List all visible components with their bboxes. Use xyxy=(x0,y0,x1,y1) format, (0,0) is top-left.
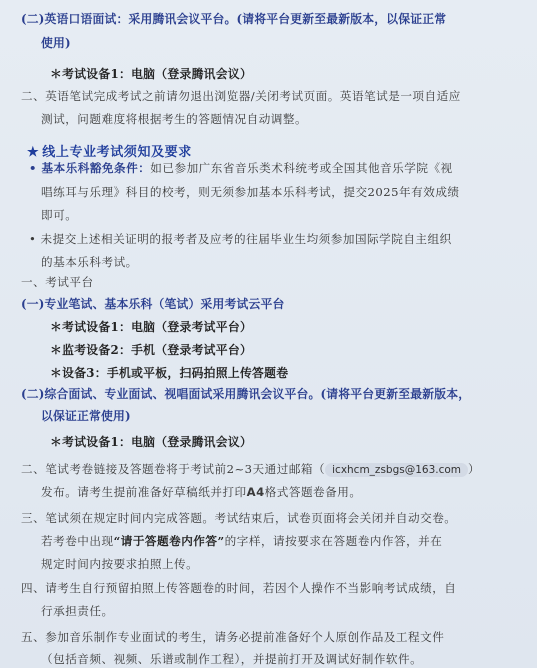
exemption-line-1 xyxy=(29,160,453,176)
upload-time-line-2: 行承担责任。 xyxy=(41,604,114,618)
interview-device-line: ＊考试设备1：电脑（登录腾讯会议） xyxy=(50,435,253,449)
section-heading xyxy=(27,141,192,160)
time-limit-line-2 xyxy=(41,533,442,549)
exemption-line-3: 即可。 xyxy=(41,208,78,222)
answer-sheet-text: 格式答题卷备用。 xyxy=(264,485,362,499)
email-address[interactable]: icxhcm_zsbgs@163.com xyxy=(325,463,468,477)
section-heading-text: 线上专业考试须知及要求 xyxy=(42,145,192,160)
music-production-line-2: （包括音频、视频、乐谱或制作工程），并提前打开及调试好制作软件。 xyxy=(41,652,423,666)
instruction-suffix: 的字样，请按要求在答题卷内作答，并在 xyxy=(224,534,443,548)
written-device-1: ＊考试设备1：电脑（登录考试平台） xyxy=(50,320,253,334)
oral-exam-line-1: (二)英语口语面试：采用腾讯会议平台。(请将平台更新至最新版本，以保证正常 xyxy=(21,12,447,26)
exam-link-line-2 xyxy=(41,484,361,500)
exemption-label: • 基本乐科豁免条件： xyxy=(29,161,151,175)
instruction-prefix: 若考卷中出现 xyxy=(41,534,114,548)
unsubmitted-line-1: • 未提交上述相关证明的报考者及应考的往届毕业生均须参加国际学院自主组织 xyxy=(29,232,452,246)
a4-label: A4 xyxy=(246,485,265,499)
instruction-quote: “请于答题卷内作答” xyxy=(113,534,225,548)
platform-heading: 一、考试平台 xyxy=(21,275,94,289)
draft-paper-text: 发布。请考生提前准备好草稿纸并打印 xyxy=(41,485,247,499)
oral-exam-line-2: 使用) xyxy=(41,36,71,50)
time-limit-line-1: 三、笔试须在规定时间内完成答题。考试结束后，试卷页面将会关闭并自动交卷。 xyxy=(21,511,457,525)
english-written-line-1: 二、英语笔试完成考试之前请勿退出浏览器/关闭考试页面。英语笔试是一项自适应 xyxy=(21,89,461,103)
time-limit-line-3: 规定时间内按要求拍照上传。 xyxy=(41,557,199,571)
written-device-2: ＊监考设备2：手机（登录考试平台） xyxy=(50,343,253,357)
upload-time-line-1: 四、请考生自行预留拍照上传答题卷的时间，若因个人操作不当影响考试成绩，自 xyxy=(21,581,457,595)
exemption-line-2: 唱练耳与乐理》科目的校考，则无须参加基本乐科考试，提交2025年有效成绩 xyxy=(41,185,460,199)
star-icon: ★ xyxy=(27,145,40,160)
exam-link-close: ） xyxy=(468,462,481,476)
music-production-line-1: 五、参加音乐制作专业面试的考生，请务必提前准备好个人原创作品及工程文件 xyxy=(21,630,445,644)
written-device-3: ＊设备3：手机或平板，扫码拍照上传答题卷 xyxy=(50,366,289,380)
exam-link-line-1 xyxy=(21,461,480,477)
unsubmitted-line-2: 的基本乐科考试。 xyxy=(41,255,138,269)
written-platform-line: (一)专业笔试、基本乐科（笔试）采用考试云平台 xyxy=(21,297,285,311)
oral-device-line: ＊考试设备1：电脑（登录腾讯会议） xyxy=(50,67,253,81)
interview-platform-line-1: (二)综合面试、专业面试、视唱面试采用腾讯会议平台。(请将平台更新至最新版本， xyxy=(21,387,471,401)
exemption-text: 如已参加广东省音乐类术科统考或全国其他音乐学院《视 xyxy=(150,161,453,175)
interview-platform-line-2: 以保证正常使用) xyxy=(41,409,131,423)
english-written-line-2: 测试，问题难度将根据考生的答题情况自动调整。 xyxy=(41,112,308,126)
exam-link-text: 二、笔试考卷链接及答题卷将于考试前2~3天通过邮箱（ xyxy=(21,462,326,476)
